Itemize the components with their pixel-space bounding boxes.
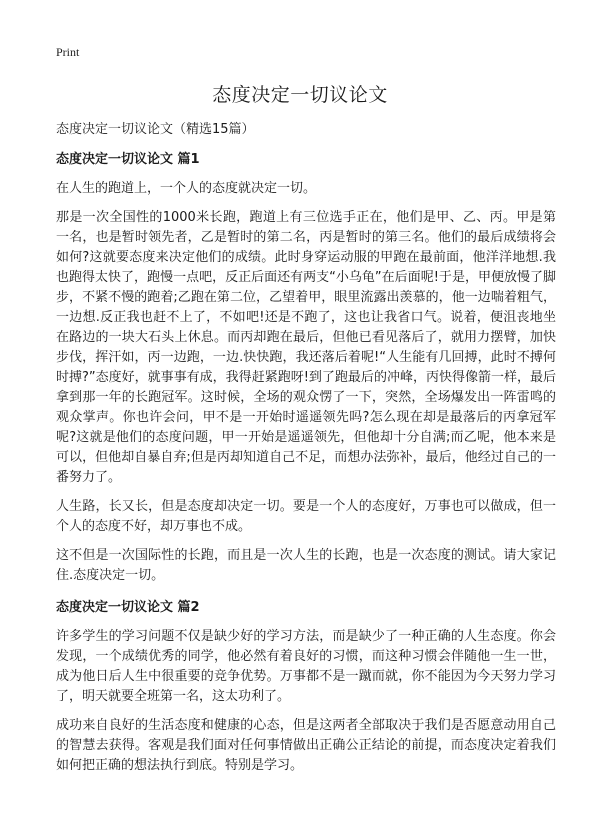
section-heading: 态度决定一切议论文 篇1 xyxy=(56,152,200,167)
paragraph: 人生路，长又长，但是态度却决定一切。要是一个人的态度好，万事也可以做成，但一个人的态度不好，却万事也不成。 xyxy=(56,499,556,534)
article-body xyxy=(56,120,556,788)
page-title: 态度决定一切议论文 xyxy=(212,84,388,106)
paragraph: 许多学生的学习问题不仅是缺少好的学习方法，而是缺少了一种正确的人生态度。你会发现，一个成绩优秀的同学，他必然有着良好的习惯，而这种习惯会伴随他一生一世，成为他日后人生中很重要的竞争优势。万事都不是一蹴而就，你不能因为今天努力学习了，明天就要全班第一名，这太功利了。 xyxy=(56,629,556,704)
article-section-1 xyxy=(56,150,556,586)
paragraph: 在人生的跑道上，一个人的态度就决定一切。 xyxy=(56,181,317,196)
section-heading: 态度决定一切议论文 篇2 xyxy=(56,600,200,615)
article-subtitle: 态度决定一切议论文（精选15篇） xyxy=(56,122,255,137)
paragraph: 那是一次全国性的1000米长跑，跑道上有三位选手正在，他们是甲、乙、丙。甲是第一名，也是暂时领先者，乙是暂时的第二名，丙是暂时的第三名。他们的最后成绩将会如何?这就要态度来决定他们的成绩。此时身穿运动服的甲跑在最前面，他洋洋地想.我也跑得太快了，跑慢一点吧，反正后面还有两支“小乌龟”在后面呢!于是，甲便放慢了脚步，不紧不慢的跑着;乙跑在第二位，乙望着甲，眼里流露出羡慕的，他一边喘着粗气，一边想.反正我也赶不上了，不如吧!还是不跑了，这也让我省口气。说着，便沮丧地坐在路边的一块大石头上休息。而丙却跑在最后，但他已看见落后了，就用力摆臂，加快步伐，挥汗如，丙一边跑，一边.快快跑，我还落后着呢!“人生能有几回搏，此时不搏何时搏?”态度好，就事事有成，我得赶紧跑呀!到了跑最后的冲峰，丙快得像箭一样，最后拿到那一年的长跑冠军。这时候，全场的观众愣了一下，突然，全场爆发出一阵雷鸣的观众掌声。你也许会问，甲不是一开始时遥遥领先吗?怎么现在却是最落后的丙拿冠军呢?这就是他们的态度问题，甲一开始是遥遥领先，但他却十分自满;而乙呢，他本来是可以，但他却自暴自弃;但是丙却知道自己不足，而想办法弥补，最后，他经过自己的一番努力了。 xyxy=(56,210,556,485)
print-link[interactable]: Print xyxy=(56,45,80,59)
paragraph: 成功来自良好的生活态度和健康的心态，但是这两者全部取决于我们是否愿意动用自己的智慧去获得。客观是我们面对任何事情做出正确公正结论的前提，而态度决定着我们如何把正确的想法执行到底。特别是学习。 xyxy=(56,718,556,773)
article-section-2 xyxy=(56,598,556,776)
paragraph: 这不但是一次国际性的长跑，而且是一次人生的长跑，也是一次态度的测试。请大家记住.态度决定一切。 xyxy=(56,548,556,583)
